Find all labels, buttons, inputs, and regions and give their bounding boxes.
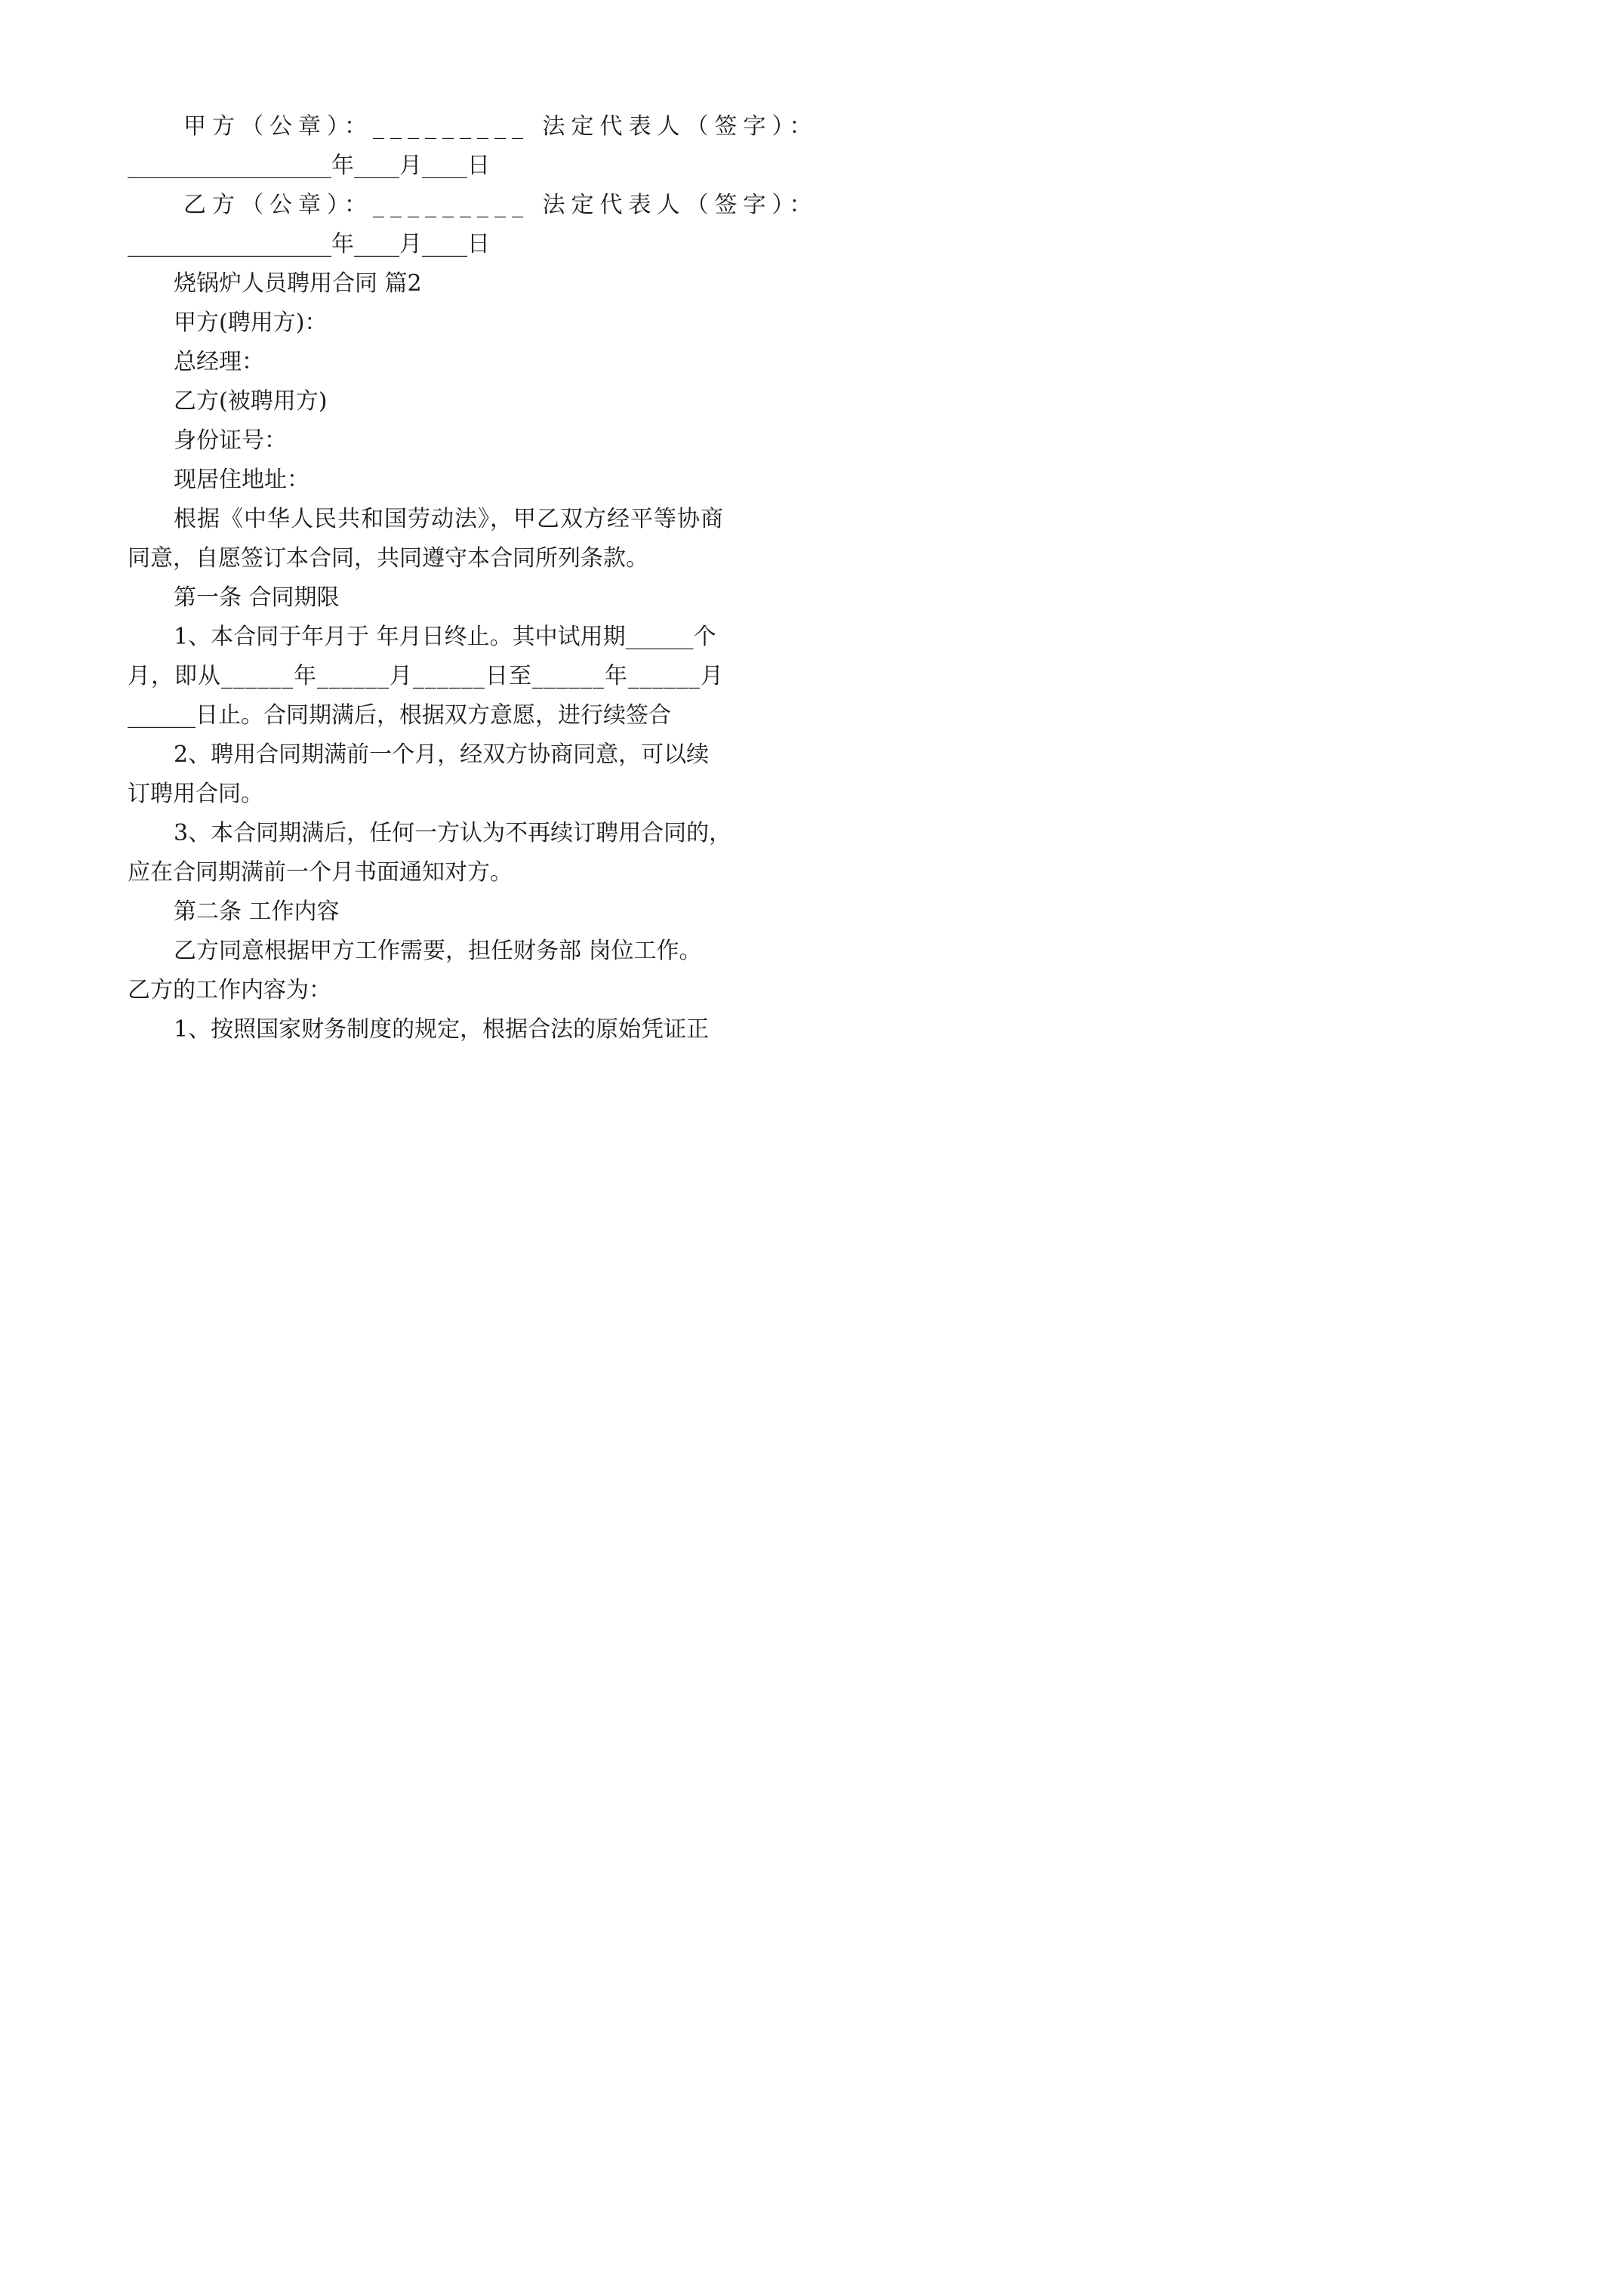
article-2-body-line-1: 乙方同意根据甲方工作需要，担任财务部 岗位工作。 xyxy=(174,938,702,964)
party-b-seal-line: 乙方（公章）：_________ 法定代表人（签字）： xyxy=(183,192,818,218)
party-a-label: 甲方(聘用方)： xyxy=(174,310,328,336)
id-number-label: 身份证号： xyxy=(174,427,287,454)
article-1-clause-1-line-3: ______日止。合同期满后，根据双方意愿，进行续签合 xyxy=(128,702,671,729)
address-label: 现居住地址： xyxy=(174,467,310,493)
article-1-clause-2-line-1: 2、聘用合同期满前一个月，经双方协商同意，可以续 xyxy=(174,741,710,768)
document-page xyxy=(0,0,830,1175)
party-a-seal-line: 甲方（公章）：_________ 法定代表人（签字）： xyxy=(183,113,818,140)
article-1-heading: 第一条 合同期限 xyxy=(174,584,340,611)
article-1-clause-1-line-1: 1、本合同于年月于 年月日终止。其中试用期______个 xyxy=(174,624,716,650)
article-2-clause-1-line-1: 1、按照国家财务制度的规定，根据合法的原始凭证正 xyxy=(174,1016,710,1043)
article-1-clause-2-line-2: 订聘用合同。 xyxy=(128,781,263,807)
party-b-date-line: __________________年____月____日 xyxy=(128,231,490,257)
article-1-clause-1-line-2: 月，即从______年______月______日至______年______月 xyxy=(128,663,724,689)
article-1-clause-3-line-2: 应在合同期满前一个月书面通知对方。 xyxy=(128,859,513,886)
section-title: 烧锅炉人员聘用合同 篇2 xyxy=(174,270,422,297)
preamble-line-1: 根据《中华人民共和国劳动法》，甲乙双方经平等协商 xyxy=(174,506,724,532)
party-b-label: 乙方(被聘用方) xyxy=(174,388,328,415)
article-2-body-line-2: 乙方的工作内容为： xyxy=(128,977,331,1003)
preamble-line-2: 同意，自愿签订本合同，共同遵守本合同所列条款。 xyxy=(128,545,648,572)
general-manager-label: 总经理： xyxy=(174,349,264,375)
article-1-clause-3-line-1: 3、本合同期满后，任何一方认为不再续订聘用合同的， xyxy=(174,820,732,846)
party-a-date-line: __________________年____月____日 xyxy=(128,153,490,179)
article-2-heading: 第二条 工作内容 xyxy=(174,898,340,925)
